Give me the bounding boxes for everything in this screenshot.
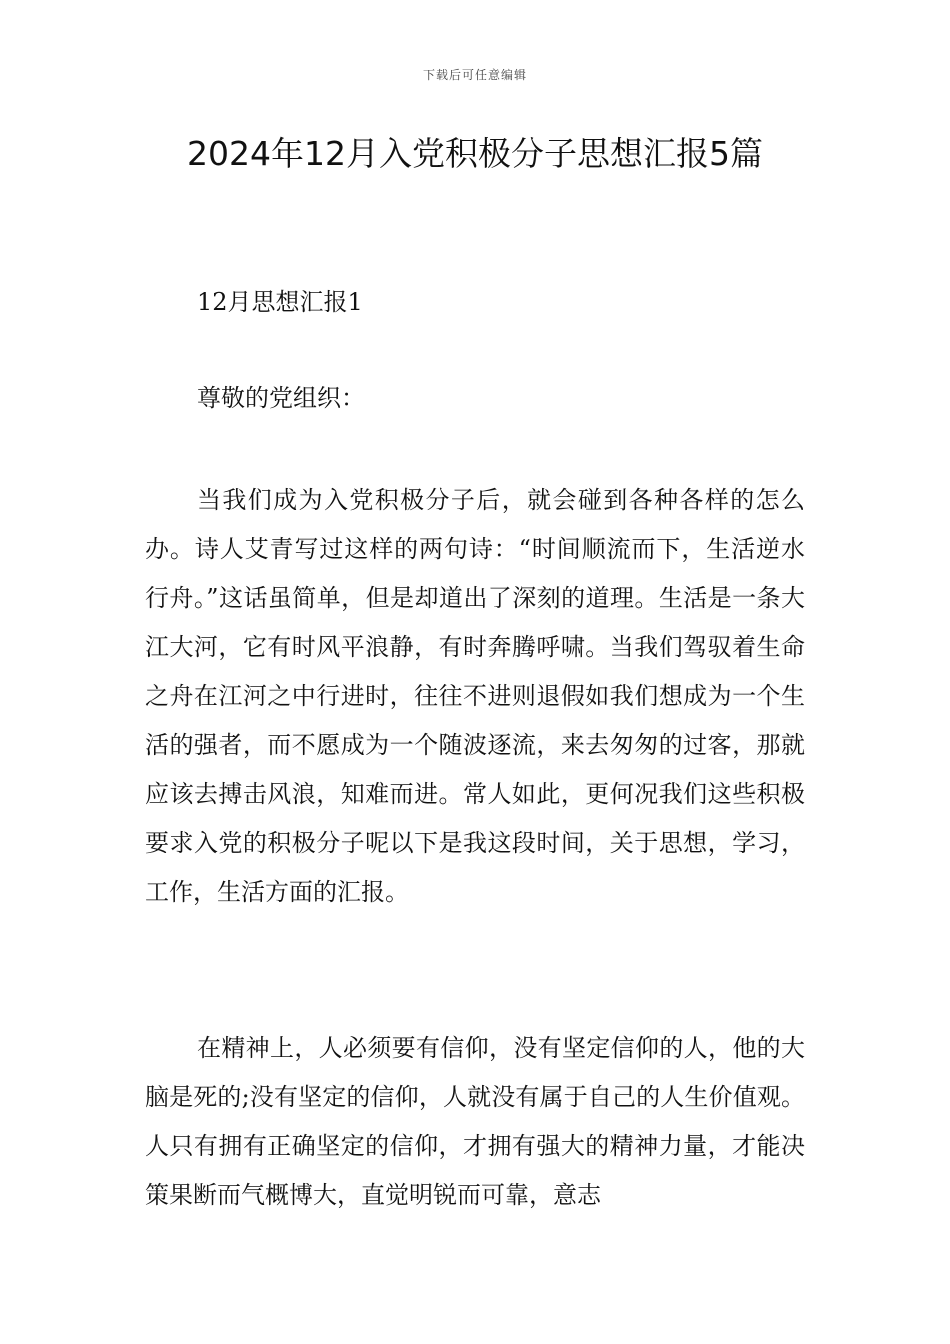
document-title: 2024年12月入党积极分子思想汇报5篇 xyxy=(187,134,763,173)
paragraph-text: 在精神上，人必须要有信仰，没有坚定信仰的人，他的大脑是死的;没有坚定的信仰，人就没有属于自己的人生价值观。人只有拥有正确坚定的信仰，才拥有强大的精神力量，才能决策果断而气概博大，直觉明锐而可靠，意志 xyxy=(145,1034,805,1209)
paragraph-1 xyxy=(145,476,805,917)
paragraph-text: 当我们成为入党积极分子后，就会碰到各种各样的怎么办。诗人艾青写过这样的两句诗：“时间顺流而下，生活逆水行舟。”这话虽简单，但是却道出了深刻的道理。生活是一条大江大河，它有时风平浪静，有时奔腾呼啸。当我们驾驭着生命之舟在江河之中行进时，往往不进则退假如我们想成为一个生活的强者，而不愿成为一个随波逐流，来去匆匆的过客，那就应该去搏击风浪，知难而进。常人如此，更何况我们这些积极要求入党的积极分子呢以下是我这段时间，关于思想，学习，工作，生活方面的汇报。 xyxy=(145,486,805,906)
section-heading: 12月思想汇报1 xyxy=(197,288,363,316)
paragraph-2 xyxy=(145,1024,805,1220)
salutation: 尊敬的党组织： xyxy=(197,384,365,412)
header-note: 下载后可任意编辑 xyxy=(422,68,527,82)
